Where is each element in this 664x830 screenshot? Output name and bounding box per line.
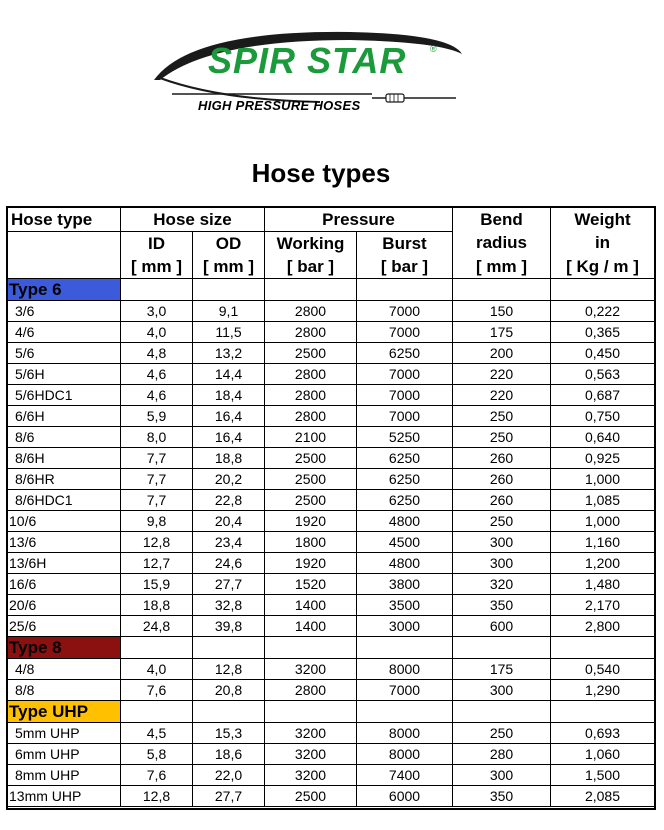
- group-empty-cell: [121, 701, 193, 723]
- cell-weight: 0,540: [551, 659, 655, 680]
- cell-burst: 7000: [357, 364, 453, 385]
- header-in: in: [551, 232, 655, 256]
- cell-id: 12,7: [121, 553, 193, 574]
- cell-hose-type: 6mm UHP: [7, 744, 121, 765]
- cell-hose-type: 20/6: [7, 595, 121, 616]
- cell-id: 15,9: [121, 574, 193, 595]
- cell-weight: 2,170: [551, 595, 655, 616]
- cell-burst: 7000: [357, 680, 453, 701]
- group-empty-cell: [551, 701, 655, 723]
- cell-weight: 0,693: [551, 723, 655, 744]
- table-row: [7, 469, 655, 490]
- cell-hose-type: 4/8: [7, 659, 121, 680]
- cell-id: 4,8: [121, 343, 193, 364]
- header-hose-size: Hose size: [121, 207, 265, 232]
- group-label: Type 8: [7, 637, 121, 659]
- cell-hose-type: 8/6H: [7, 448, 121, 469]
- table-row: [7, 385, 655, 406]
- group-empty-cell: [265, 637, 357, 659]
- cell-od: 20,8: [193, 680, 265, 701]
- group-row: [7, 279, 655, 301]
- cell-radius: 220: [453, 385, 551, 406]
- group-empty-cell: [551, 637, 655, 659]
- table-row: [7, 406, 655, 427]
- cell-burst: 3000: [357, 616, 453, 637]
- table-row: [7, 680, 655, 701]
- cell-radius: 300: [453, 765, 551, 786]
- cell-id: 12,8: [121, 532, 193, 553]
- cell-burst: 6250: [357, 448, 453, 469]
- header-blank: [7, 255, 121, 279]
- cell-burst: 7000: [357, 385, 453, 406]
- cell-weight: 0,750: [551, 406, 655, 427]
- table-row: [7, 322, 655, 343]
- table-header-row-2: [7, 232, 655, 256]
- table-row: [7, 448, 655, 469]
- cell-working: 2800: [265, 406, 357, 427]
- table-row: [7, 574, 655, 595]
- group-label: Type UHP: [7, 701, 121, 723]
- table-row: [7, 723, 655, 744]
- cell-od: 24,6: [193, 553, 265, 574]
- hose-types-table: [6, 206, 655, 807]
- cell-radius: 250: [453, 723, 551, 744]
- group-empty-cell: [357, 637, 453, 659]
- unit-burst: [ bar ]: [357, 255, 453, 279]
- cell-weight: 1,060: [551, 744, 655, 765]
- unit-working: [ bar ]: [265, 255, 357, 279]
- cell-working: 1920: [265, 553, 357, 574]
- cell-burst: 3500: [357, 595, 453, 616]
- cell-working: 3200: [265, 723, 357, 744]
- cell-burst: 4500: [357, 532, 453, 553]
- cell-hose-type: 6/6H: [7, 406, 121, 427]
- cell-weight: 1,000: [551, 469, 655, 490]
- table-header-units-row: [7, 255, 655, 279]
- header-radius: radius: [453, 232, 551, 256]
- cell-working: 2800: [265, 385, 357, 406]
- table-row: [7, 511, 655, 532]
- group-empty-cell: [193, 637, 265, 659]
- cell-burst: 7400: [357, 765, 453, 786]
- cell-working: 3200: [265, 765, 357, 786]
- cell-id: 18,8: [121, 595, 193, 616]
- cell-weight: 1,200: [551, 553, 655, 574]
- cell-od: 32,8: [193, 595, 265, 616]
- cell-id: 7,6: [121, 765, 193, 786]
- cell-hose-type: 13/6: [7, 532, 121, 553]
- cell-od: 20,2: [193, 469, 265, 490]
- cell-hose-type: 8mm UHP: [7, 765, 121, 786]
- cell-radius: 220: [453, 364, 551, 385]
- cell-od: 23,4: [193, 532, 265, 553]
- cell-id: 3,0: [121, 301, 193, 322]
- cell-weight: 2,085: [551, 786, 655, 807]
- table-header-row-1: [7, 207, 655, 232]
- cell-burst: 8000: [357, 723, 453, 744]
- cell-radius: 260: [453, 469, 551, 490]
- cell-weight: 0,640: [551, 427, 655, 448]
- cell-working: 2800: [265, 301, 357, 322]
- cell-hose-type: 4/6: [7, 322, 121, 343]
- cell-od: 18,8: [193, 448, 265, 469]
- cell-hose-type: 3/6: [7, 301, 121, 322]
- table-row: [7, 595, 655, 616]
- cell-burst: 7000: [357, 406, 453, 427]
- table-row: [7, 744, 655, 765]
- cell-hose-type: 8/6: [7, 427, 121, 448]
- cell-id: 12,8: [121, 786, 193, 807]
- cell-working: 1400: [265, 595, 357, 616]
- header-hose-type: Hose type: [7, 207, 121, 232]
- cell-working: 3200: [265, 744, 357, 765]
- cell-weight: 1,480: [551, 574, 655, 595]
- cell-weight: 0,222: [551, 301, 655, 322]
- brand-logo: [150, 22, 480, 122]
- cell-radius: 150: [453, 301, 551, 322]
- group-empty-cell: [453, 701, 551, 723]
- cell-weight: 0,687: [551, 385, 655, 406]
- header-id: ID: [121, 232, 193, 256]
- cell-burst: 6000: [357, 786, 453, 807]
- cell-radius: 260: [453, 490, 551, 511]
- cell-working: 3200: [265, 659, 357, 680]
- cell-od: 15,3: [193, 723, 265, 744]
- cell-id: 7,6: [121, 680, 193, 701]
- cell-working: 2100: [265, 427, 357, 448]
- cell-id: 4,6: [121, 364, 193, 385]
- header-weight: Weight: [551, 207, 655, 232]
- cell-od: 16,4: [193, 406, 265, 427]
- cell-weight: 0,925: [551, 448, 655, 469]
- cell-weight: 0,563: [551, 364, 655, 385]
- unit-od: [ mm ]: [193, 255, 265, 279]
- group-empty-cell: [357, 279, 453, 301]
- group-label: Type 6: [7, 279, 121, 301]
- cell-working: 1520: [265, 574, 357, 595]
- table-row: [7, 786, 655, 807]
- cell-od: 16,4: [193, 427, 265, 448]
- cell-id: 8,0: [121, 427, 193, 448]
- page-title: Hose types: [251, 158, 391, 188]
- cell-hose-type: 16/6: [7, 574, 121, 595]
- cell-radius: 250: [453, 406, 551, 427]
- cell-hose-type: 5mm UHP: [7, 723, 121, 744]
- cell-od: 14,4: [193, 364, 265, 385]
- cell-radius: 300: [453, 680, 551, 701]
- cell-id: 7,7: [121, 490, 193, 511]
- group-empty-cell: [121, 637, 193, 659]
- cell-weight: 1,000: [551, 511, 655, 532]
- cell-hose-type: 13/6H: [7, 553, 121, 574]
- cell-working: 2500: [265, 469, 357, 490]
- header-pressure: Pressure: [265, 207, 453, 232]
- cell-id: 5,8: [121, 744, 193, 765]
- cell-working: 2500: [265, 448, 357, 469]
- cell-weight: 2,800: [551, 616, 655, 637]
- cell-hose-type: 5/6: [7, 343, 121, 364]
- cell-id: 7,7: [121, 469, 193, 490]
- cell-od: 11,5: [193, 322, 265, 343]
- cell-weight: 1,500: [551, 765, 655, 786]
- table-row: [7, 765, 655, 786]
- cell-id: 9,8: [121, 511, 193, 532]
- group-empty-cell: [121, 279, 193, 301]
- cell-radius: 280: [453, 744, 551, 765]
- cell-od: 18,4: [193, 385, 265, 406]
- group-row: [7, 701, 655, 723]
- unit-radius: [ mm ]: [453, 255, 551, 279]
- cell-burst: 8000: [357, 744, 453, 765]
- cell-burst: 8000: [357, 659, 453, 680]
- header-od: OD: [193, 232, 265, 256]
- cell-burst: 3800: [357, 574, 453, 595]
- table-row: [7, 532, 655, 553]
- table-row: [7, 553, 655, 574]
- group-empty-cell: [193, 279, 265, 301]
- cell-burst: 5250: [357, 427, 453, 448]
- table-row: [7, 427, 655, 448]
- cell-weight: 0,365: [551, 322, 655, 343]
- cell-working: 2800: [265, 322, 357, 343]
- cell-od: 22,8: [193, 490, 265, 511]
- cell-burst: 4800: [357, 553, 453, 574]
- cell-radius: 600: [453, 616, 551, 637]
- cell-weight: 1,290: [551, 680, 655, 701]
- unit-weight: [ Kg / m ]: [551, 255, 655, 279]
- cell-id: 4,6: [121, 385, 193, 406]
- cell-burst: 6250: [357, 343, 453, 364]
- cell-working: 2500: [265, 343, 357, 364]
- cell-radius: 300: [453, 553, 551, 574]
- group-empty-cell: [357, 701, 453, 723]
- cell-id: 5,9: [121, 406, 193, 427]
- header-bend: Bend: [453, 207, 551, 232]
- cell-radius: 250: [453, 511, 551, 532]
- cell-burst: 6250: [357, 469, 453, 490]
- cell-weight: 1,085: [551, 490, 655, 511]
- header-working: Working: [265, 232, 357, 256]
- registered-mark: ®: [430, 44, 437, 54]
- cell-od: 22,0: [193, 765, 265, 786]
- cell-weight: 0,450: [551, 343, 655, 364]
- group-empty-cell: [265, 701, 357, 723]
- cell-hose-type: 10/6: [7, 511, 121, 532]
- cell-burst: 7000: [357, 301, 453, 322]
- cell-radius: 350: [453, 786, 551, 807]
- cell-radius: 250: [453, 427, 551, 448]
- group-empty-cell: [453, 637, 551, 659]
- table-row: [7, 343, 655, 364]
- table-row: [7, 659, 655, 680]
- table-row: [7, 364, 655, 385]
- cell-hose-type: 5/6HDC1: [7, 385, 121, 406]
- header-blank: [7, 232, 121, 256]
- cell-od: 27,7: [193, 574, 265, 595]
- group-empty-cell: [551, 279, 655, 301]
- cell-id: 4,0: [121, 659, 193, 680]
- cell-hose-type: 25/6: [7, 616, 121, 637]
- cell-od: 39,8: [193, 616, 265, 637]
- cell-working: 2500: [265, 786, 357, 807]
- cell-id: 7,7: [121, 448, 193, 469]
- cell-working: 2800: [265, 680, 357, 701]
- brand-tagline: HIGH PRESSURE HOSES: [198, 98, 361, 113]
- group-empty-cell: [453, 279, 551, 301]
- cell-working: 2500: [265, 490, 357, 511]
- cell-radius: 300: [453, 532, 551, 553]
- cell-working: 1800: [265, 532, 357, 553]
- cell-od: 20,4: [193, 511, 265, 532]
- cell-id: 24,8: [121, 616, 193, 637]
- cell-od: 18,6: [193, 744, 265, 765]
- group-empty-cell: [265, 279, 357, 301]
- cell-working: 1400: [265, 616, 357, 637]
- table-row: [7, 301, 655, 322]
- cell-burst: 7000: [357, 322, 453, 343]
- cell-working: 2800: [265, 364, 357, 385]
- cell-radius: 350: [453, 595, 551, 616]
- cell-id: 4,0: [121, 322, 193, 343]
- cell-hose-type: 5/6H: [7, 364, 121, 385]
- cell-od: 12,8: [193, 659, 265, 680]
- cell-radius: 175: [453, 659, 551, 680]
- cell-weight: 1,160: [551, 532, 655, 553]
- unit-id: [ mm ]: [121, 255, 193, 279]
- group-row: [7, 637, 655, 659]
- cell-working: 1920: [265, 511, 357, 532]
- brand-name: SPIR STAR: [208, 40, 407, 81]
- cell-od: 13,2: [193, 343, 265, 364]
- cell-od: 27,7: [193, 786, 265, 807]
- cell-radius: 260: [453, 448, 551, 469]
- header-burst: Burst: [357, 232, 453, 256]
- table-row: [7, 616, 655, 637]
- cell-hose-type: 8/6HR: [7, 469, 121, 490]
- cell-hose-type: 8/6HDC1: [7, 490, 121, 511]
- table-row: [7, 490, 655, 511]
- cell-hose-type: 13mm UHP: [7, 786, 121, 807]
- group-empty-cell: [193, 701, 265, 723]
- cell-hose-type: 8/8: [7, 680, 121, 701]
- cell-radius: 320: [453, 574, 551, 595]
- cell-id: 4,5: [121, 723, 193, 744]
- cell-od: 9,1: [193, 301, 265, 322]
- cell-radius: 200: [453, 343, 551, 364]
- cell-radius: 175: [453, 322, 551, 343]
- cell-burst: 6250: [357, 490, 453, 511]
- cell-burst: 4800: [357, 511, 453, 532]
